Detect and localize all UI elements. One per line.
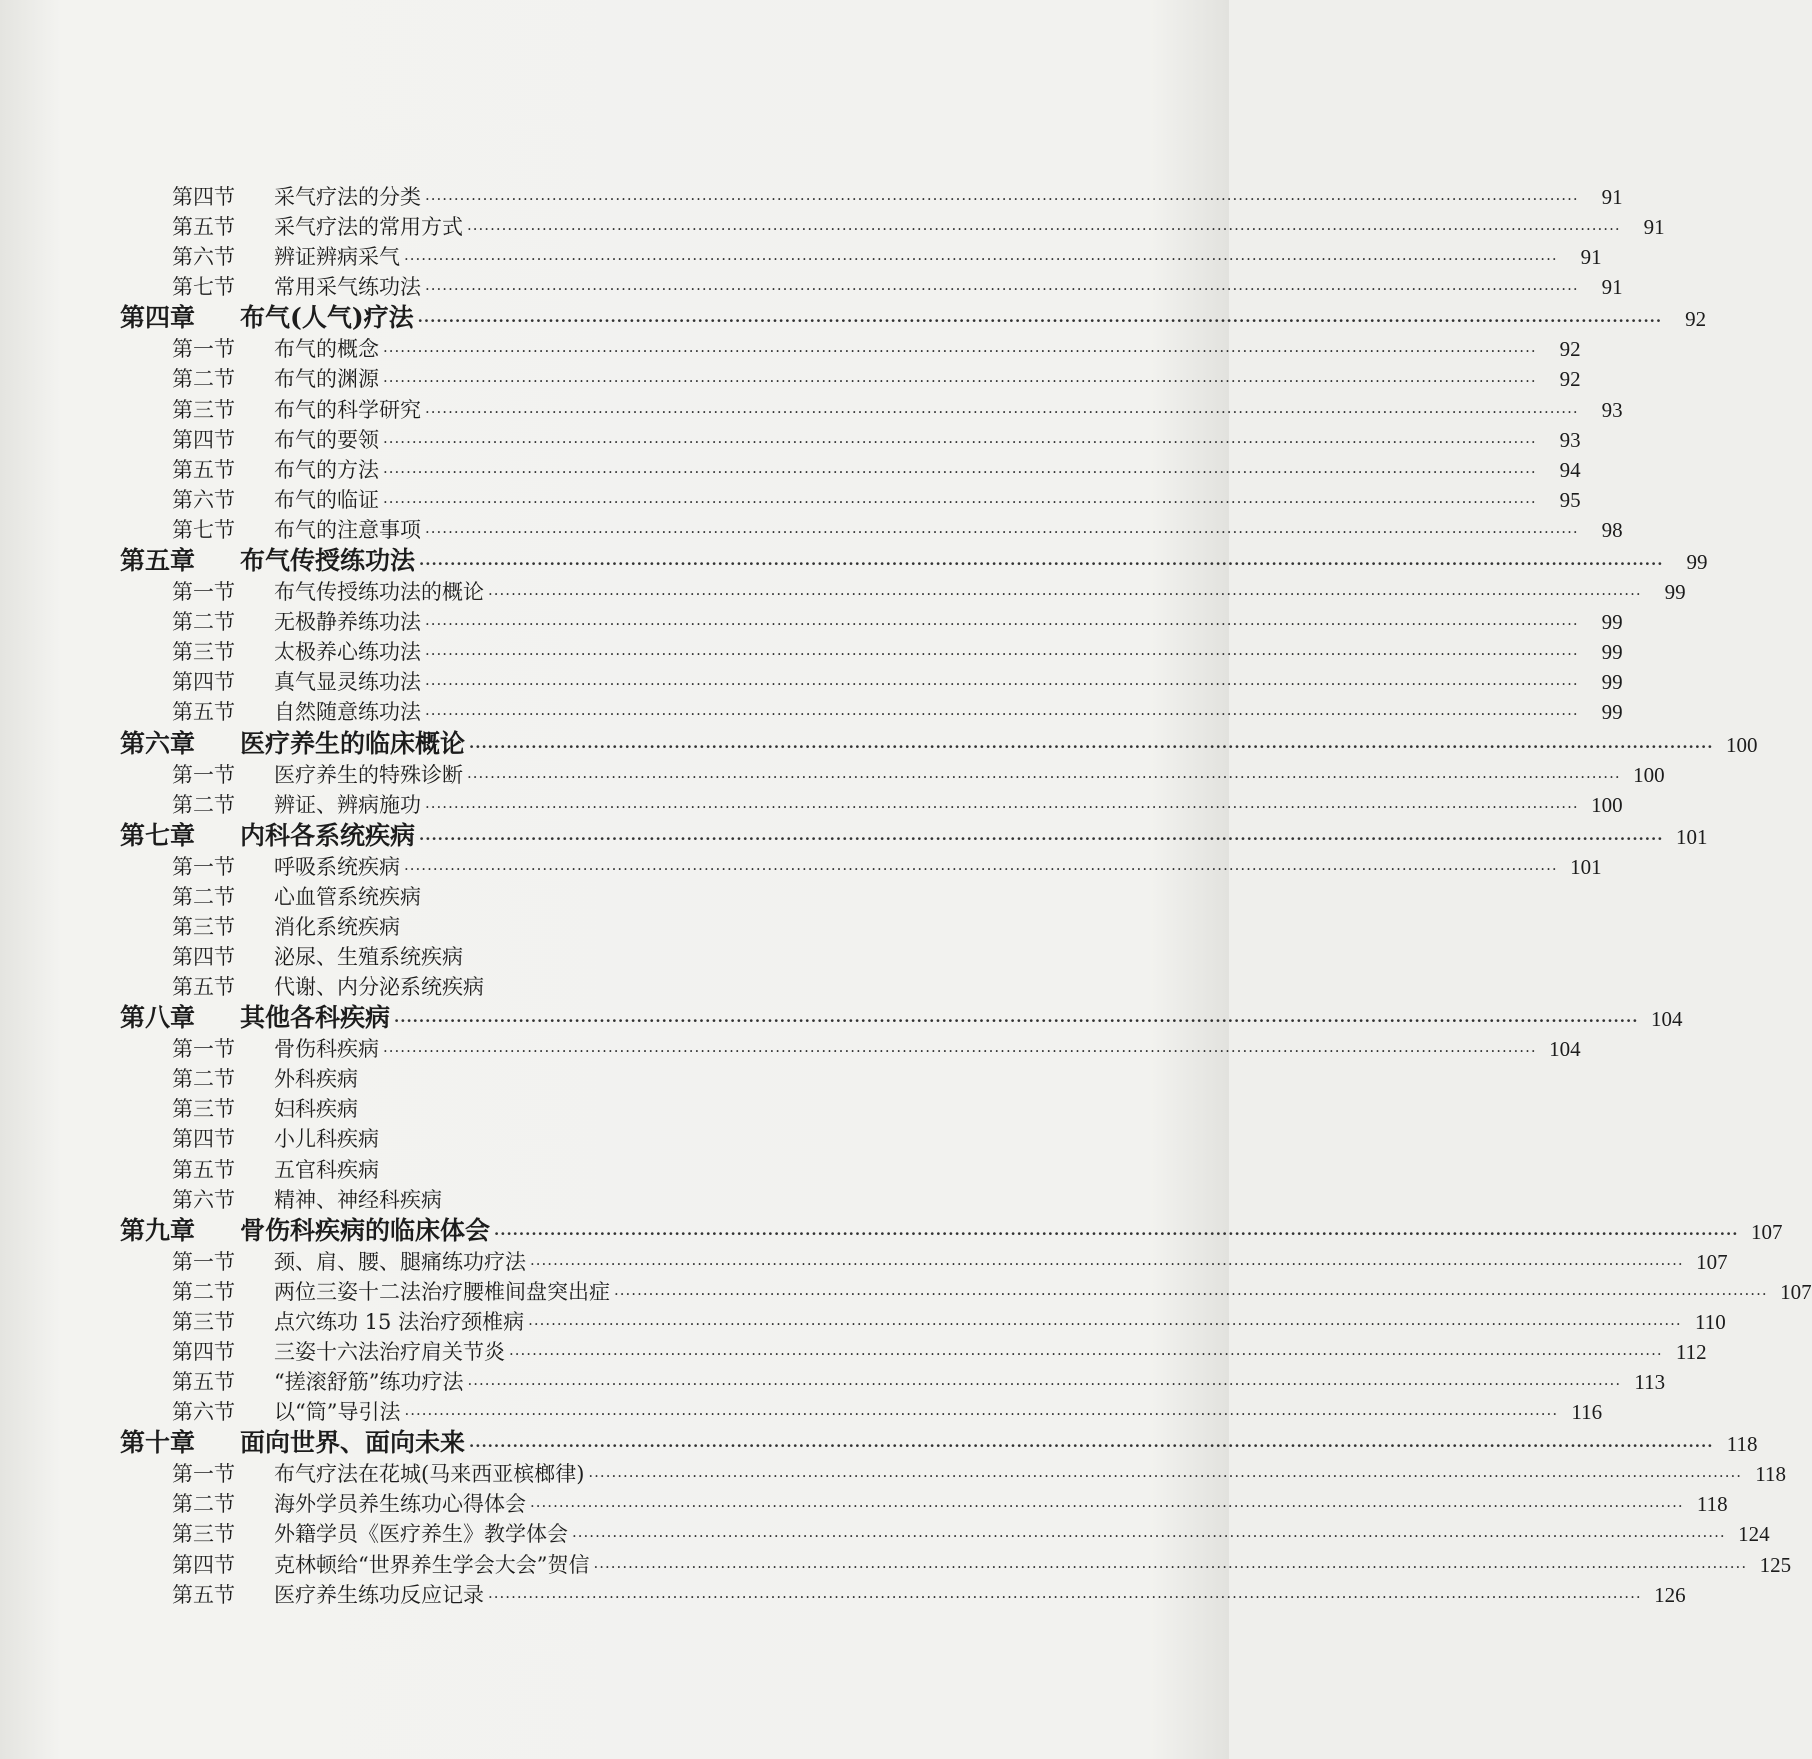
- page-number: 118: [1755, 1462, 1787, 1487]
- toc-section-entry: [120, 1247, 1728, 1277]
- page-number: 93: [1601, 397, 1623, 422]
- dot-leader: ········································································································································································································: [383, 372, 1537, 391]
- toc-chapter-entry: [120, 728, 1758, 760]
- section-title: 骨伤科疾病: [274, 1037, 379, 1062]
- toc-section-entry: [120, 364, 1581, 394]
- chapter-title: 布气传授练功法: [240, 546, 416, 576]
- chapter-number: 第七章: [120, 820, 196, 850]
- section-title: 外籍学员《医疗养生》教学体会: [274, 1522, 568, 1547]
- page-number: 104: [1549, 1037, 1581, 1062]
- section-title: 采气疗法的常用方式: [274, 215, 463, 240]
- section-number: 第六节: [172, 487, 235, 512]
- chapter-number: 第五章: [120, 546, 196, 576]
- section-number: 第四节: [172, 427, 235, 452]
- dot-leader: ········································································································································································································: [404, 250, 1558, 269]
- dot-leader: ········································································································································································································: [530, 1497, 1684, 1516]
- dot-leader: ········································································································································································································: [469, 737, 1714, 756]
- page-number: 91: [1643, 215, 1665, 240]
- toc-section-entry: [120, 637, 1623, 667]
- toc-section-entry: [120, 485, 1581, 515]
- section-number: 第五节: [172, 215, 235, 240]
- page-number: 112: [1675, 1340, 1707, 1364]
- toc-chapter-entry: [120, 302, 1707, 334]
- page-number: 99: [1686, 550, 1708, 575]
- toc-section-entry: [120, 395, 1623, 425]
- section-title: 医疗养生练功反应记录: [274, 1582, 484, 1607]
- chapter-title: 骨伤科疾病的临床体会: [240, 1215, 491, 1245]
- page-number: 101: [1675, 824, 1708, 849]
- dot-leader: ········································································································································································································: [467, 767, 1621, 786]
- dot-leader: ········································································································································································································: [528, 1314, 1682, 1333]
- section-number: 第七节: [172, 517, 235, 542]
- toc-section-entry: [120, 1094, 1150, 1124]
- section-title: 布气的概念: [274, 337, 379, 362]
- page-number: 99: [1601, 670, 1623, 695]
- section-number: 第三节: [172, 1309, 235, 1334]
- toc-section-entry: [120, 1307, 1726, 1337]
- section-number: 第三节: [172, 640, 235, 665]
- section-title: 真气显灵练功法: [274, 670, 421, 695]
- page-number: 99: [1601, 640, 1623, 665]
- page-number: 92: [1559, 367, 1581, 392]
- toc-chapter-entry: [120, 1215, 1783, 1247]
- section-title: 布气的渊源: [274, 367, 379, 392]
- page-number: 99: [1601, 700, 1623, 725]
- page-number: 126: [1654, 1582, 1686, 1607]
- chapter-title: 布气(人气)疗法: [240, 303, 414, 333]
- toc-section-entry: [120, 1397, 1603, 1427]
- page-number: 99: [1601, 610, 1623, 635]
- toc-section-entry: [120, 1519, 1770, 1549]
- dot-leader: ········································································································································································································: [383, 1042, 1537, 1061]
- section-number: 第二节: [172, 884, 235, 909]
- dot-leader: ········································································································································································································: [383, 462, 1537, 481]
- section-number: 第四节: [172, 1552, 235, 1577]
- dot-leader: ········································································································································································································: [530, 1254, 1684, 1273]
- section-number: 第四节: [172, 185, 235, 209]
- page-number: 124: [1738, 1522, 1770, 1547]
- table-of-contents: [120, 182, 1812, 1610]
- section-title: 医疗养生的特殊诊断: [274, 762, 463, 787]
- page-number: 95: [1559, 487, 1581, 512]
- toc-section-entry: [120, 912, 1150, 942]
- dot-leader: ········································································································································································································: [588, 1467, 1743, 1486]
- toc-section-entry: [120, 1185, 1150, 1215]
- dot-leader: ········································································································································································································: [425, 280, 1579, 299]
- section-title: 布气的科学研究: [274, 397, 421, 422]
- section-number: 第一节: [172, 1462, 235, 1487]
- section-title: 克林顿给“世界养生学会大会”贺信: [274, 1552, 590, 1577]
- toc-section-entry: [120, 1367, 1666, 1397]
- section-title: 代谢、内分泌系统疾病: [274, 975, 484, 1000]
- section-title: 布气的临证: [274, 487, 379, 512]
- section-number: 第一节: [172, 580, 235, 605]
- section-title: 颈、肩、腰、腿痛练功疗法: [274, 1249, 526, 1274]
- page-number: 98: [1601, 517, 1623, 542]
- dot-leader: ········································································································································································································: [469, 1437, 1714, 1456]
- section-title: 布气的要领: [274, 427, 379, 452]
- section-number: 第二节: [172, 1279, 235, 1304]
- dot-leader: ········································································································································································································: [419, 829, 1664, 848]
- toc-section-entry: [120, 882, 1150, 912]
- section-title: 泌尿、生殖系统疾病: [274, 944, 463, 969]
- page-number: 104: [1650, 1007, 1683, 1032]
- section-number: 第三节: [172, 1097, 235, 1122]
- section-title: “搓滚舒筋”练功疗法: [274, 1370, 464, 1395]
- page-number: 125: [1759, 1552, 1792, 1577]
- section-title: 消化系统疾病: [274, 914, 400, 939]
- dot-leader: ········································································································································································································: [494, 1224, 1739, 1243]
- dot-leader: ········································································································································································································: [394, 1012, 1639, 1031]
- section-title: 两位三姿十二法治疗腰椎间盘突出症: [274, 1279, 610, 1304]
- section-number: 第六节: [172, 1400, 235, 1425]
- section-title: 无极静养练功法: [274, 610, 421, 635]
- section-number: 第七节: [172, 275, 235, 300]
- dot-leader: ········································································································································································································: [425, 645, 1579, 664]
- dot-leader: ········································································································································································································: [404, 859, 1558, 878]
- page-number: 101: [1570, 854, 1602, 879]
- page-number: 107: [1696, 1249, 1728, 1274]
- section-title: 辨证辨病采气: [274, 245, 400, 270]
- dot-leader: ········································································································································································································: [383, 342, 1537, 361]
- section-number: 第六节: [172, 245, 235, 270]
- section-number: 第四节: [172, 1340, 235, 1364]
- page-number: 100: [1591, 792, 1623, 817]
- section-number: 第二节: [172, 1492, 235, 1517]
- page-number: 118: [1696, 1492, 1728, 1517]
- dot-leader: ········································································································································································································: [425, 615, 1579, 634]
- toc-chapter-entry: [120, 545, 1708, 577]
- toc-section-entry: [120, 182, 1623, 212]
- page-number: 91: [1601, 185, 1623, 209]
- section-title: 三姿十六法治疗肩关节炎: [274, 1340, 505, 1364]
- toc-section-entry: [120, 607, 1623, 637]
- section-title: 常用采气练功法: [274, 275, 421, 300]
- section-title: 点穴练功 15 法治疗颈椎病: [274, 1309, 525, 1334]
- chapter-title: 医疗养生的临床概论: [240, 728, 466, 758]
- section-title: 外科疾病: [274, 1067, 358, 1092]
- section-number: 第五节: [172, 1582, 235, 1607]
- toc-section-entry: [120, 1155, 1150, 1185]
- toc-section-entry: [120, 1459, 1787, 1489]
- section-number: 第一节: [172, 1249, 235, 1274]
- section-number: 第三节: [172, 397, 235, 422]
- chapter-number: 第十章: [120, 1428, 196, 1458]
- chapter-number: 第四章: [120, 303, 196, 333]
- section-number: 第三节: [172, 1522, 235, 1547]
- dot-leader: ········································································································································································································: [425, 522, 1579, 541]
- toc-chapter-entry: [120, 1427, 1758, 1459]
- dot-leader: ········································································································································································································: [467, 1375, 1622, 1394]
- section-number: 第三节: [172, 914, 235, 939]
- toc-section-entry: [120, 577, 1686, 607]
- page-number: 94: [1559, 457, 1581, 482]
- chapter-number: 第六章: [120, 728, 196, 758]
- toc-section-entry: [120, 515, 1623, 545]
- toc-section-entry: [120, 1337, 1707, 1367]
- toc-section-entry: [120, 697, 1623, 727]
- dot-leader: ········································································································································································································: [425, 675, 1579, 694]
- dot-leader: ········································································································································································································: [425, 402, 1579, 421]
- page-number: 92: [1685, 307, 1707, 332]
- section-number: 第二节: [172, 792, 235, 817]
- section-title: 布气疗法在花城(马来西亚槟榔律): [274, 1462, 585, 1487]
- toc-section-entry: [120, 942, 1150, 972]
- section-number: 第四节: [172, 1127, 235, 1152]
- section-number: 第二节: [172, 367, 235, 392]
- page-number: 99: [1664, 580, 1686, 605]
- toc-section-entry: [120, 790, 1623, 820]
- section-title: 太极养心练功法: [274, 640, 421, 665]
- section-number: 第四节: [172, 670, 235, 695]
- section-number: 第五节: [172, 1157, 235, 1182]
- toc-section-entry: [120, 1277, 1812, 1307]
- dot-leader: ········································································································································································································: [383, 492, 1537, 511]
- section-title: 自然随意练功法: [274, 700, 421, 725]
- toc-chapter-entry: [120, 820, 1708, 852]
- dot-leader: ········································································································································································································: [419, 555, 1664, 574]
- section-title: 小儿科疾病: [274, 1127, 379, 1152]
- toc-section-entry: [120, 1064, 1150, 1094]
- toc-section-entry: [120, 760, 1665, 790]
- section-number: 第五节: [172, 457, 235, 482]
- section-number: 第五节: [172, 975, 235, 1000]
- chapter-number: 第八章: [120, 1003, 196, 1033]
- section-number: 第二节: [172, 610, 235, 635]
- dot-leader: ········································································································································································································: [425, 190, 1579, 208]
- page-number: 110: [1694, 1309, 1726, 1334]
- dot-leader: ········································································································································································································: [425, 797, 1579, 816]
- page-number: 100: [1633, 762, 1665, 787]
- dot-leader: ········································································································································································································: [593, 1557, 1748, 1576]
- dot-leader: ········································································································································································································: [425, 705, 1579, 724]
- section-title: 布气传授练功法的概论: [274, 580, 484, 605]
- page-number: 91: [1601, 275, 1623, 300]
- section-number: 第四节: [172, 944, 235, 969]
- page-number: 91: [1580, 245, 1602, 270]
- chapter-title: 其他各科疾病: [240, 1003, 391, 1033]
- toc-section-entry: [120, 1550, 1792, 1580]
- section-number: 第一节: [172, 762, 235, 787]
- section-title: 精神、神经科疾病: [274, 1187, 442, 1212]
- toc-section-entry: [120, 272, 1623, 302]
- toc-section-entry: [120, 667, 1623, 697]
- page-number: 118: [1726, 1432, 1758, 1457]
- page-number: 92: [1559, 337, 1581, 362]
- toc-section-entry: [120, 1489, 1728, 1519]
- toc-section-entry: [120, 972, 1150, 1002]
- section-title: 布气的注意事项: [274, 517, 421, 542]
- section-title: 辨证、辨病施功: [274, 792, 421, 817]
- section-title: 海外学员养生练功心得体会: [274, 1492, 526, 1517]
- section-number: 第一节: [172, 337, 235, 362]
- toc-section-entry: [120, 242, 1602, 272]
- dot-leader: ········································································································································································································: [614, 1284, 1768, 1303]
- page-number: 113: [1634, 1370, 1666, 1395]
- toc-section-entry: [120, 852, 1602, 882]
- page-number: 93: [1559, 427, 1581, 452]
- dot-leader: ········································································································································································································: [488, 585, 1642, 604]
- toc-section-entry: [120, 1034, 1581, 1064]
- toc-section-entry: [120, 334, 1581, 364]
- section-title: 采气疗法的分类: [274, 185, 421, 209]
- section-title: 五官科疾病: [274, 1157, 379, 1182]
- toc-chapter-entry: [120, 1002, 1683, 1034]
- section-title: 呼吸系统疾病: [274, 854, 400, 879]
- chapter-title: 面向世界、面向未来: [240, 1428, 466, 1458]
- dot-leader: ········································································································································································································: [417, 312, 1663, 331]
- chapter-title: 内科各系统疾病: [240, 820, 416, 850]
- dot-leader: ········································································································································································································: [488, 1587, 1642, 1606]
- section-number: 第一节: [172, 854, 235, 879]
- dot-leader: ········································································································································································································: [404, 1405, 1559, 1424]
- page-number: 107: [1780, 1279, 1812, 1304]
- section-title: 心血管系统疾病: [274, 884, 421, 909]
- page-number: 116: [1571, 1400, 1603, 1425]
- section-title: 以“筒”导引法: [274, 1400, 401, 1425]
- section-number: 第五节: [172, 700, 235, 725]
- toc-section-entry: [120, 212, 1665, 242]
- dot-leader: ········································································································································································································: [383, 432, 1537, 451]
- section-title: 布气的方法: [274, 457, 379, 482]
- toc-section-entry: [120, 1580, 1686, 1610]
- section-title: 妇科疾病: [274, 1097, 358, 1122]
- dot-leader: ········································································································································································································: [509, 1345, 1663, 1363]
- chapter-number: 第九章: [120, 1215, 196, 1245]
- toc-section-entry: [120, 455, 1581, 485]
- section-number: 第一节: [172, 1037, 235, 1062]
- toc-section-entry: [120, 1124, 1150, 1154]
- page-number: 100: [1725, 732, 1758, 757]
- dot-leader: ········································································································································································································: [572, 1527, 1726, 1546]
- section-number: 第二节: [172, 1067, 235, 1092]
- toc-section-entry: [120, 425, 1581, 455]
- section-number: 第六节: [172, 1187, 235, 1212]
- dot-leader: ········································································································································································································: [467, 220, 1621, 239]
- page-number: 107: [1750, 1219, 1783, 1244]
- section-number: 第五节: [172, 1370, 235, 1395]
